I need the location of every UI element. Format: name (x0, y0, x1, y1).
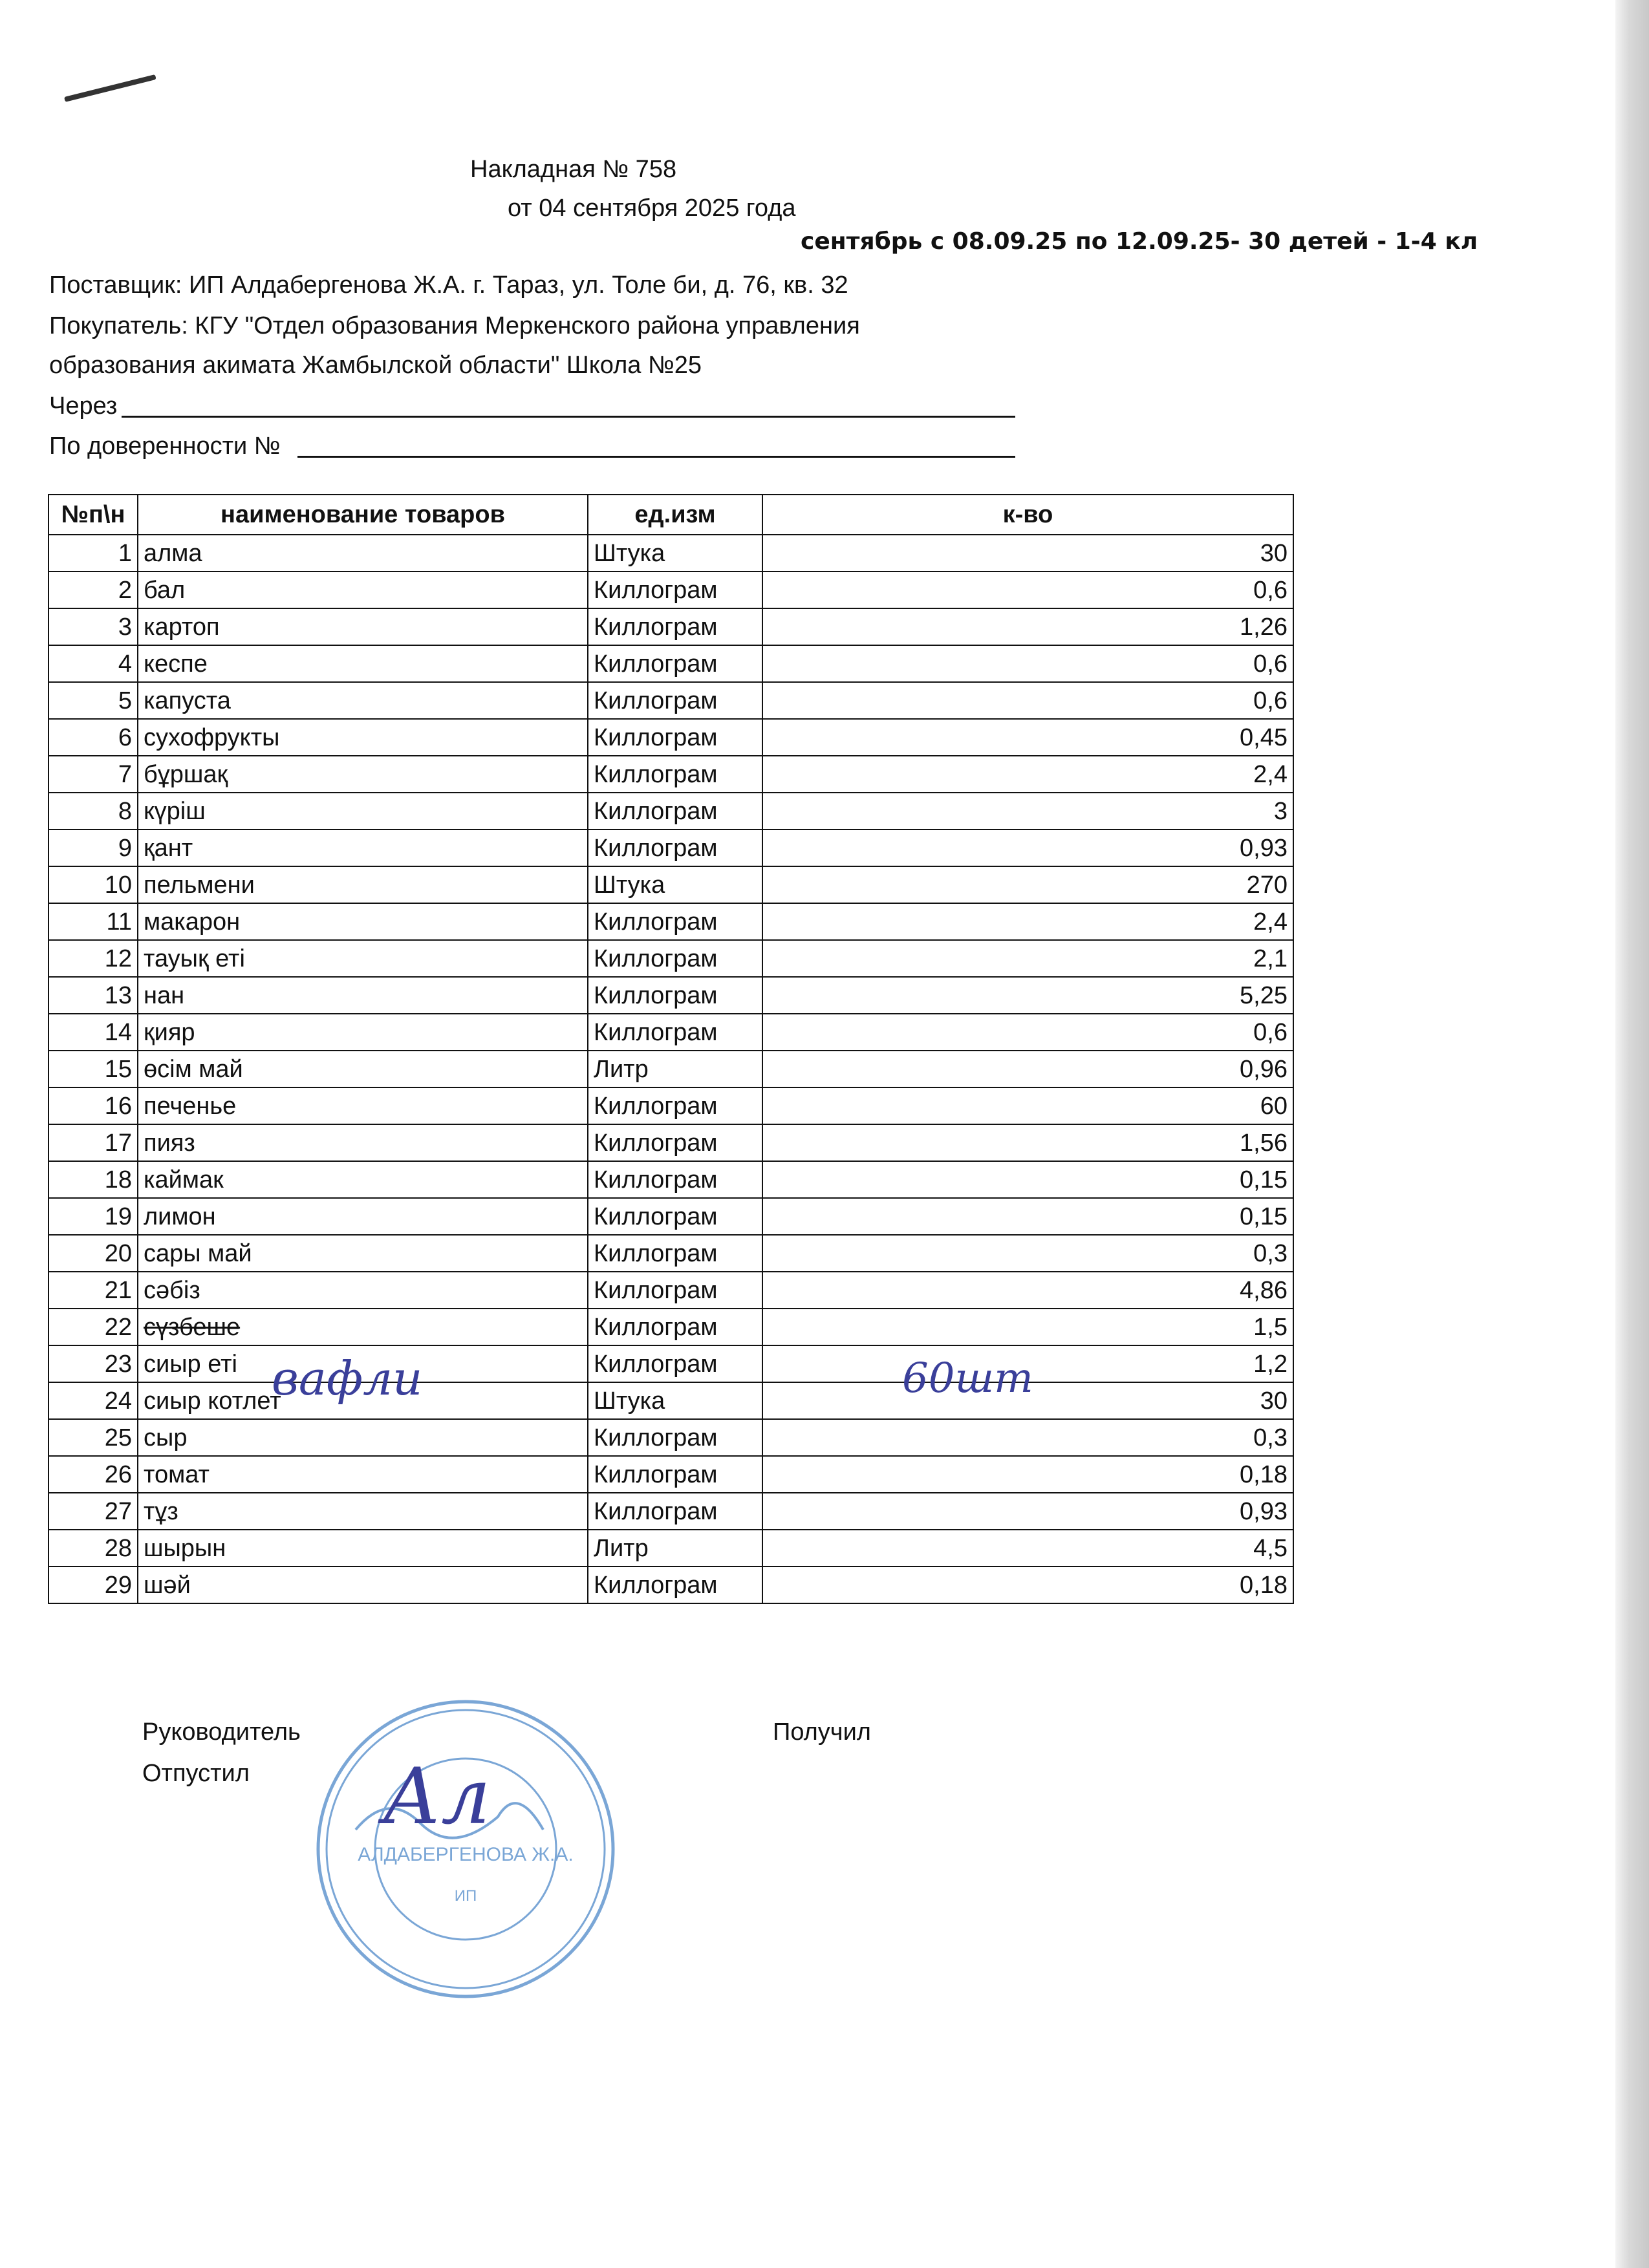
handwritten-qty-correction: 60шт (902, 1354, 1033, 1402)
row-unit: Киллограм (588, 977, 762, 1014)
row-name: сүзбеше (138, 1309, 588, 1345)
row-name: сиыр котлет (138, 1382, 588, 1419)
row-name: тұз (138, 1493, 588, 1530)
header-number: №п\н (48, 495, 138, 535)
row-unit: Киллограм (588, 1272, 762, 1309)
table-row (48, 1051, 1293, 1087)
via-line (122, 416, 1015, 418)
row-unit: Киллограм (588, 1345, 762, 1382)
buyer-line-1: Покупатель: КГУ "Отдел образования Меркенского района управления (49, 312, 860, 339)
row-qty: 60 (762, 1087, 1293, 1124)
row-name: лимон (138, 1198, 588, 1235)
row-name: томат (138, 1456, 588, 1493)
table-row (48, 645, 1293, 682)
row-name: қант (138, 829, 588, 866)
row-qty: 2,4 (762, 756, 1293, 793)
row-number: 19 (48, 1198, 138, 1235)
row-qty: 4,86 (762, 1272, 1293, 1309)
table-row (48, 1161, 1293, 1198)
table-row (48, 1456, 1293, 1493)
row-qty: 4,5 (762, 1530, 1293, 1567)
row-number: 28 (48, 1530, 138, 1567)
row-unit: Киллограм (588, 682, 762, 719)
row-qty: 1,2 (762, 1345, 1293, 1382)
table-row (48, 866, 1293, 903)
row-unit: Литр (588, 1051, 762, 1087)
table-row (48, 608, 1293, 645)
row-qty: 0,3 (762, 1419, 1293, 1456)
row-unit: Киллограм (588, 572, 762, 608)
table-row (48, 719, 1293, 756)
row-number: 8 (48, 793, 138, 829)
row-qty: 30 (762, 535, 1293, 572)
row-unit: Киллограм (588, 645, 762, 682)
row-qty: 270 (762, 866, 1293, 903)
row-number: 22 (48, 1309, 138, 1345)
row-qty: 0,6 (762, 1014, 1293, 1051)
table-row (48, 793, 1293, 829)
row-qty: 0,15 (762, 1161, 1293, 1198)
row-number: 9 (48, 829, 138, 866)
row-unit: Киллограм (588, 829, 762, 866)
row-unit: Киллограм (588, 1419, 762, 1456)
row-name: өсім май (138, 1051, 588, 1087)
row-qty: 1,56 (762, 1124, 1293, 1161)
row-name: капуста (138, 682, 588, 719)
row-qty: 0,18 (762, 1456, 1293, 1493)
header-qty: к-во (762, 495, 1293, 535)
received-label: Получил (773, 1718, 871, 1746)
row-qty: 0,93 (762, 1493, 1293, 1530)
row-number: 24 (48, 1382, 138, 1419)
row-unit: Киллограм (588, 1198, 762, 1235)
table-row (48, 1124, 1293, 1161)
row-name: сәбіз (138, 1272, 588, 1309)
stamp-center-text: АЛДАБЕРГЕНОВА Ж.А. (358, 1844, 574, 1865)
row-unit: Киллограм (588, 1235, 762, 1272)
signature: Ал (382, 1752, 491, 1842)
row-number: 14 (48, 1014, 138, 1051)
supplier-line: Поставщик: ИП Алдабергенова Ж.А. г. Тараз, ул. Толе би, д. 76, кв. 32 (49, 272, 848, 299)
row-unit: Киллограм (588, 1014, 762, 1051)
released-label: Отпустил (142, 1760, 250, 1787)
head-label: Руководитель (142, 1718, 301, 1746)
row-qty: 0,6 (762, 645, 1293, 682)
row-name: тауық еті (138, 940, 588, 977)
row-name: алма (138, 535, 588, 572)
row-qty: 2,4 (762, 903, 1293, 940)
row-qty: 0,3 (762, 1235, 1293, 1272)
goods-table (48, 494, 1294, 1604)
row-number: 26 (48, 1456, 138, 1493)
row-unit: Киллограм (588, 1567, 762, 1603)
proxy-line (297, 456, 1015, 458)
stamp-sub-text: ИП (454, 1887, 477, 1905)
proxy-label: По доверенности № (49, 433, 281, 460)
row-qty: 0,6 (762, 572, 1293, 608)
table-row (48, 1235, 1293, 1272)
buyer-line-2: образования акимата Жамбылской области" Школа №25 (49, 352, 702, 379)
row-number: 29 (48, 1567, 138, 1603)
row-qty: 3 (762, 793, 1293, 829)
row-name: қияр (138, 1014, 588, 1051)
row-name: пельмени (138, 866, 588, 903)
table-row (48, 682, 1293, 719)
table-row (48, 1493, 1293, 1530)
row-name: сары май (138, 1235, 588, 1272)
row-number: 3 (48, 608, 138, 645)
row-name: шәй (138, 1567, 588, 1603)
handwritten-name-correction: вафли (272, 1351, 423, 1406)
table-row (48, 572, 1293, 608)
table-row (48, 977, 1293, 1014)
row-qty: 0,6 (762, 682, 1293, 719)
row-unit: Киллограм (588, 793, 762, 829)
table-row (48, 535, 1293, 572)
row-number: 17 (48, 1124, 138, 1161)
row-qty: 1,26 (762, 608, 1293, 645)
row-number: 16 (48, 1087, 138, 1124)
row-number: 6 (48, 719, 138, 756)
row-number: 5 (48, 682, 138, 719)
row-unit: Киллограм (588, 940, 762, 977)
row-number: 13 (48, 977, 138, 1014)
row-name: картоп (138, 608, 588, 645)
row-unit: Штука (588, 866, 762, 903)
row-name: сыр (138, 1419, 588, 1456)
row-unit: Киллограм (588, 1124, 762, 1161)
row-name: сухофрукты (138, 719, 588, 756)
header-unit: ед.изм (588, 495, 762, 535)
table-row (48, 1530, 1293, 1567)
table-row (48, 1272, 1293, 1309)
table-row (48, 940, 1293, 977)
table-row (48, 1198, 1293, 1235)
row-name: печенье (138, 1087, 588, 1124)
row-number: 15 (48, 1051, 138, 1087)
scan-edge-shadow (1615, 0, 1649, 2268)
table-row (48, 1382, 1293, 1419)
stamp-seal (310, 1694, 621, 2004)
row-name: сиыр еті (138, 1345, 588, 1382)
period-note: сентябрь с 08.09.25 по 12.09.25- 30 детей - 1-4 кл (801, 228, 1478, 255)
row-name: бұршақ (138, 756, 588, 793)
row-number: 10 (48, 866, 138, 903)
header-name: наименование товаров (138, 495, 588, 535)
row-name: макарон (138, 903, 588, 940)
row-unit: Киллограм (588, 1087, 762, 1124)
table-row (48, 1309, 1293, 1345)
table-row (48, 1087, 1293, 1124)
row-unit: Киллограм (588, 1493, 762, 1530)
row-qty: 0,18 (762, 1567, 1293, 1603)
table-row (48, 1567, 1293, 1603)
row-number: 12 (48, 940, 138, 977)
table-row (48, 829, 1293, 866)
row-number: 23 (48, 1345, 138, 1382)
row-unit: Киллограм (588, 608, 762, 645)
row-number: 25 (48, 1419, 138, 1456)
row-qty: 0,96 (762, 1051, 1293, 1087)
row-unit: Штука (588, 535, 762, 572)
row-unit: Киллограм (588, 756, 762, 793)
row-name: каймак (138, 1161, 588, 1198)
row-number: 4 (48, 645, 138, 682)
row-number: 18 (48, 1161, 138, 1198)
row-name: күріш (138, 793, 588, 829)
invoice-date: от 04 сентября 2025 года (508, 195, 796, 222)
row-unit: Киллограм (588, 1309, 762, 1345)
row-number: 21 (48, 1272, 138, 1309)
table-row (48, 756, 1293, 793)
row-unit: Киллограм (588, 903, 762, 940)
via-label: Через (49, 392, 118, 420)
table-row (48, 1014, 1293, 1051)
row-number: 27 (48, 1493, 138, 1530)
row-unit: Киллограм (588, 1456, 762, 1493)
row-unit: Литр (588, 1530, 762, 1567)
row-qty: 2,1 (762, 940, 1293, 977)
row-unit: Киллограм (588, 1161, 762, 1198)
row-name: нан (138, 977, 588, 1014)
row-unit: Киллограм (588, 719, 762, 756)
row-qty: 1,5 (762, 1309, 1293, 1345)
row-number: 11 (48, 903, 138, 940)
row-number: 1 (48, 535, 138, 572)
row-number: 20 (48, 1235, 138, 1272)
row-qty: 5,25 (762, 977, 1293, 1014)
row-qty: 0,15 (762, 1198, 1293, 1235)
row-name: бал (138, 572, 588, 608)
table-row (48, 1345, 1293, 1382)
row-number: 2 (48, 572, 138, 608)
row-unit: Штука (588, 1382, 762, 1419)
row-name: пияз (138, 1124, 588, 1161)
row-qty: 30 (762, 1382, 1293, 1419)
row-name: кеспе (138, 645, 588, 682)
scan-mark (64, 74, 156, 102)
table-header-row (48, 495, 1293, 535)
row-number: 7 (48, 756, 138, 793)
row-qty: 0,45 (762, 719, 1293, 756)
table-row (48, 1419, 1293, 1456)
row-name: шырын (138, 1530, 588, 1567)
invoice-title: Накладная № 758 (470, 156, 677, 183)
row-qty: 0,93 (762, 829, 1293, 866)
table-row (48, 903, 1293, 940)
